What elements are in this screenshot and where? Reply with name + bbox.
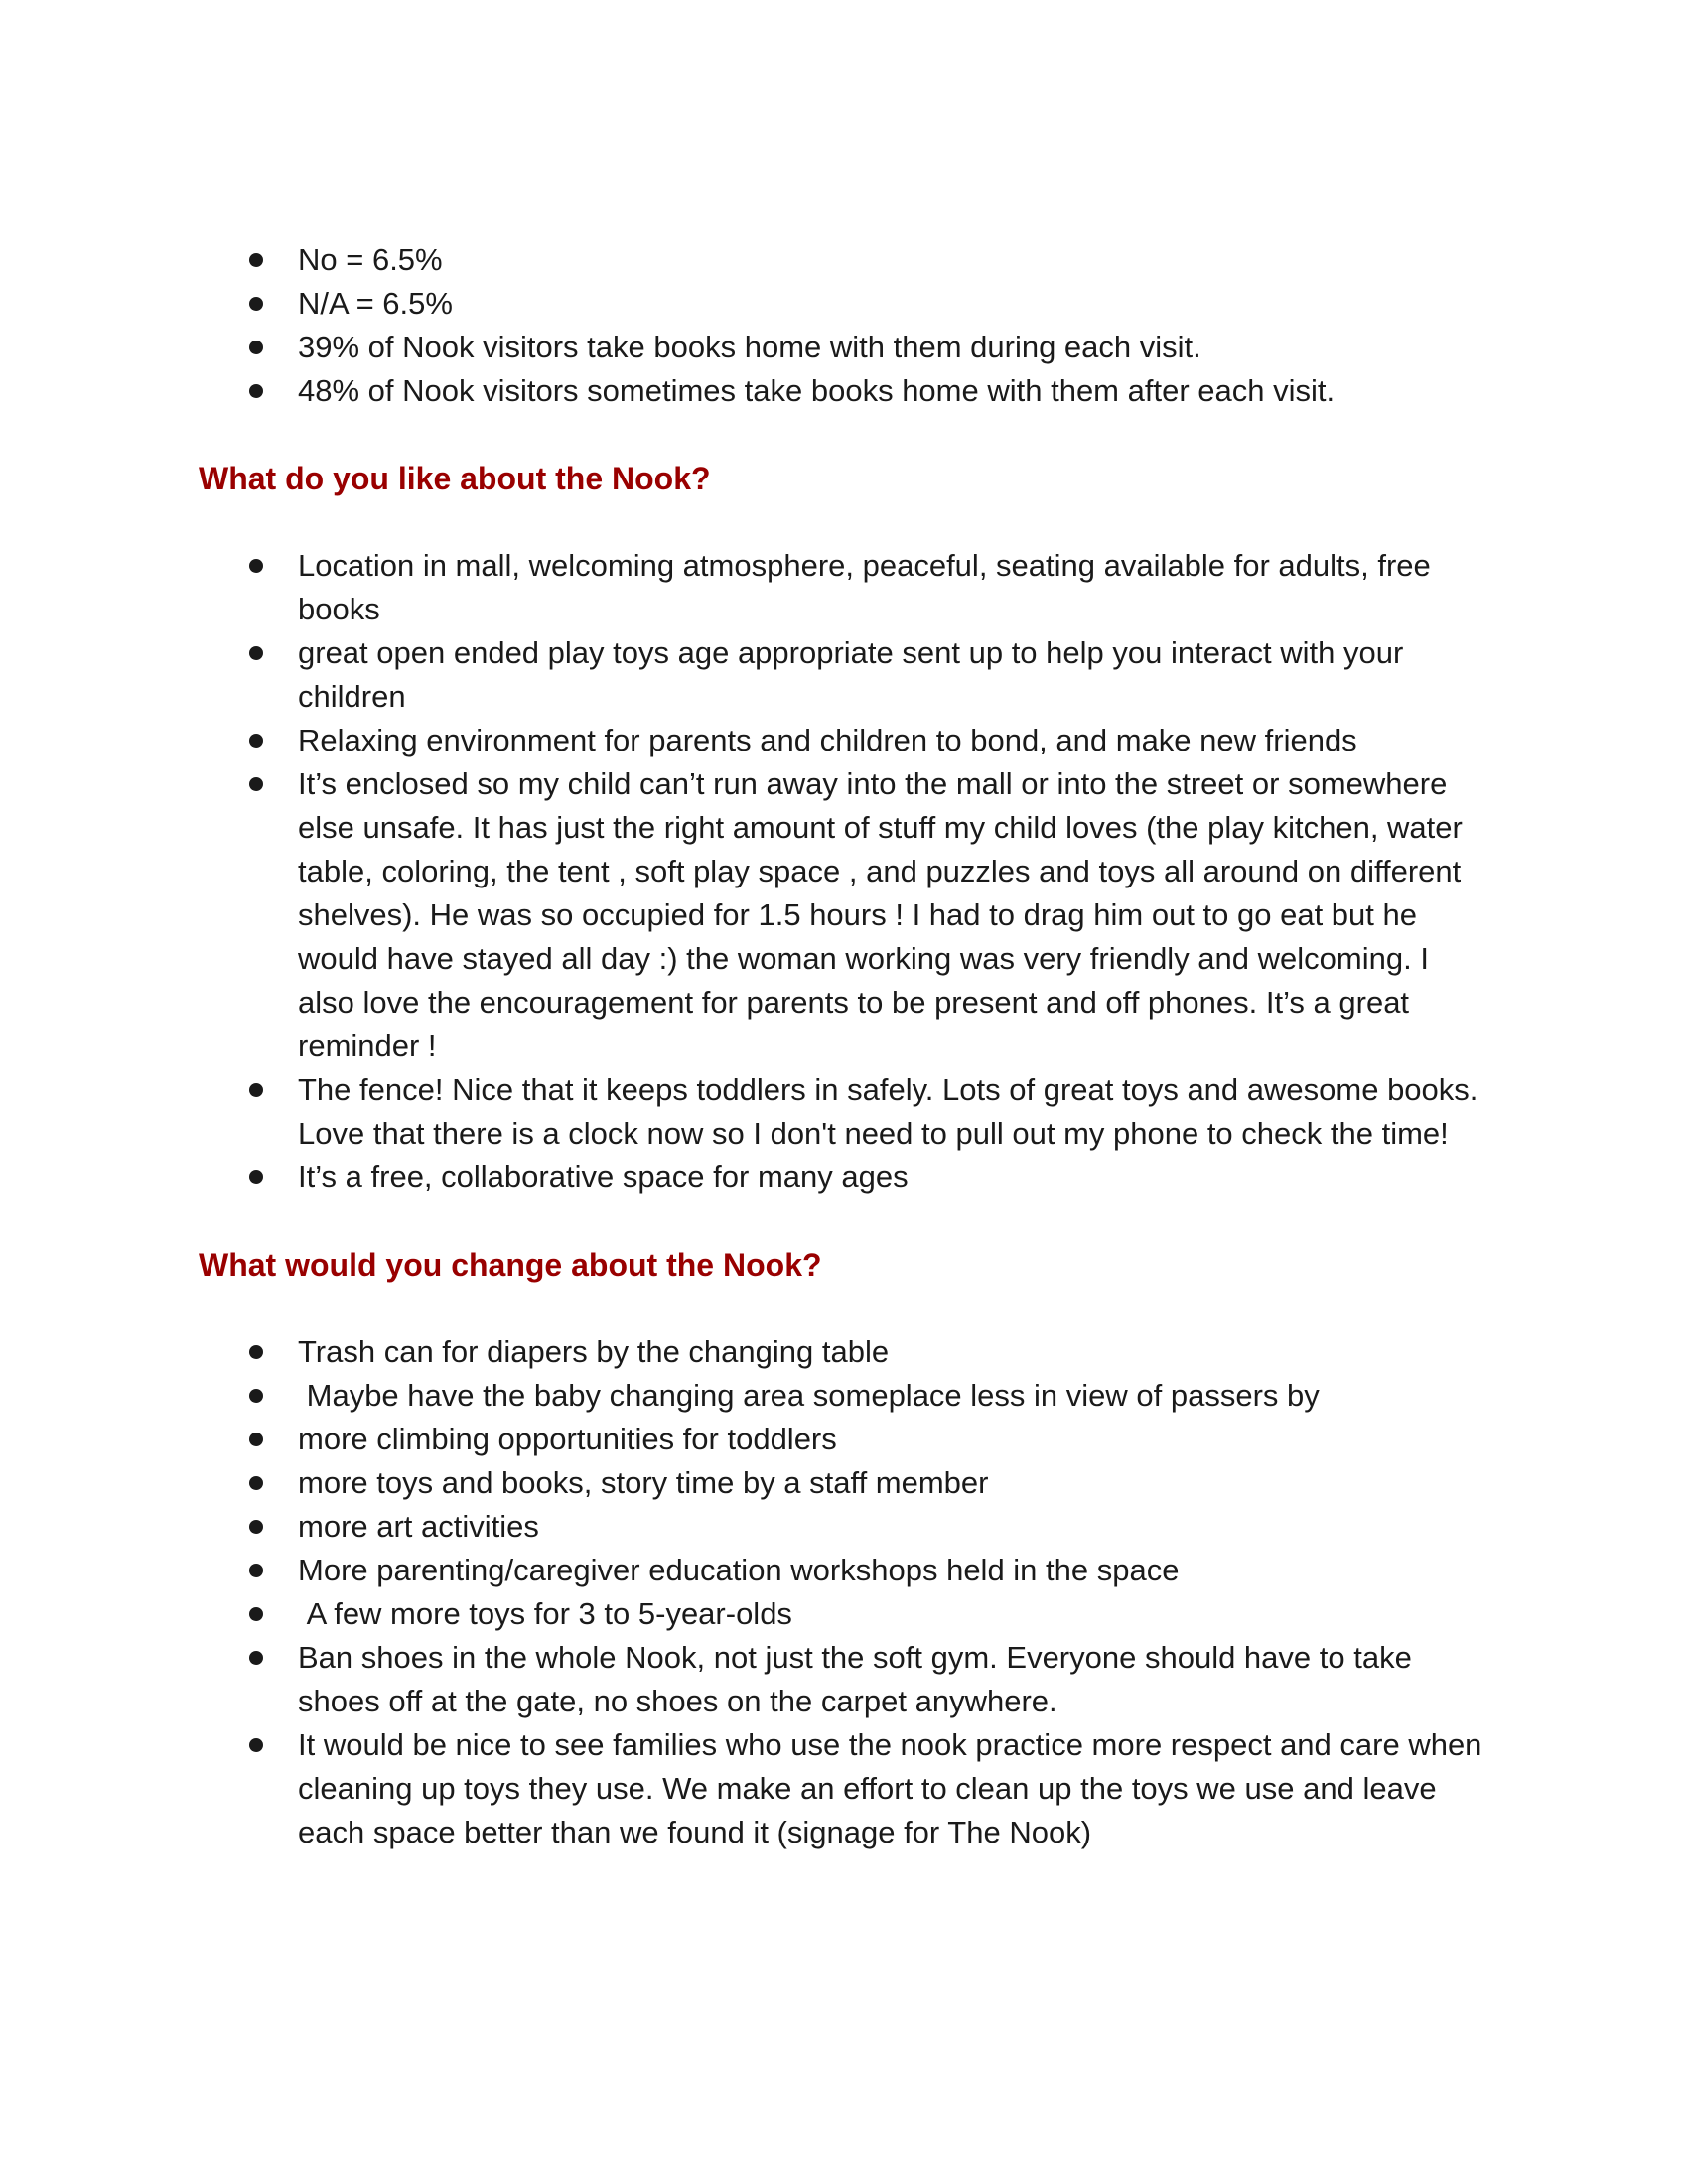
list-item-text: 48% of Nook visitors sometimes take books home with them after each visit. bbox=[298, 373, 1336, 408]
list-item bbox=[199, 631, 1489, 719]
list-item bbox=[199, 1068, 1489, 1156]
document-content bbox=[199, 238, 1489, 1854]
list-item bbox=[199, 1549, 1489, 1592]
list-item-text: Maybe have the baby changing area someplace less in view of passers by bbox=[298, 1378, 1320, 1413]
bullet-icon bbox=[249, 384, 263, 398]
list-item-text: The fence! Nice that it keeps toddlers in safely. Lots of great toys and awesome books. Love that there is a clock now so I don't need to pull out my phone to check the time! bbox=[298, 1072, 1487, 1151]
list-item-text: It would be nice to see families who use the nook practice more respect and care when cleaning up toys they use. We make an effort to clean up the toys we use and leave each space better than we found it (signage for The Nook) bbox=[298, 1727, 1491, 1849]
bullet-icon bbox=[249, 734, 263, 748]
bullet-icon bbox=[249, 1433, 263, 1446]
bullet-icon bbox=[249, 1520, 263, 1534]
list-item-text: A few more toys for 3 to 5-year-olds bbox=[298, 1596, 792, 1631]
list-item bbox=[199, 1461, 1489, 1505]
spacer bbox=[199, 413, 1489, 457]
bullet-icon bbox=[249, 1476, 263, 1490]
bullet-icon bbox=[249, 1651, 263, 1665]
list-item bbox=[199, 544, 1489, 631]
bullet-icon bbox=[249, 1564, 263, 1577]
changes-list bbox=[199, 1330, 1489, 1854]
list-item bbox=[199, 326, 1489, 369]
bullet-icon bbox=[249, 1738, 263, 1752]
bullet-icon bbox=[249, 777, 263, 791]
spacer bbox=[199, 500, 1489, 544]
list-item bbox=[199, 1374, 1489, 1418]
list-item-text: It’s a free, collaborative space for many ages bbox=[298, 1160, 909, 1194]
list-item-text: Trash can for diapers by the changing table bbox=[298, 1334, 890, 1369]
list-item-text: No = 6.5% bbox=[298, 242, 443, 277]
bullet-icon bbox=[249, 559, 263, 573]
list-item-text: great open ended play toys age appropriate sent up to help you interact with your children bbox=[298, 635, 1412, 714]
list-item bbox=[199, 238, 1489, 282]
stats-list bbox=[199, 238, 1489, 413]
list-item bbox=[199, 1505, 1489, 1549]
list-item bbox=[199, 282, 1489, 326]
list-item-text: Relaxing environment for parents and children to bond, and make new friends bbox=[298, 723, 1357, 757]
list-item-text: It’s enclosed so my child can’t run away into the mall or into the street or somewhere else unsafe. It has just the right amount of stuff my child loves (the play kitchen, water table, coloring, the tent , soft play space , and puzzles and toys all around on different shelves). He was so occupied for 1.5 hours ! I had to drag him out to go eat but he would have stayed all day :) the woman working was very friendly and welcoming. I also love the encouragement for parents to be present and off phones. It’s a great reminder ! bbox=[298, 766, 1472, 1063]
bullet-icon bbox=[249, 1345, 263, 1359]
bullet-icon bbox=[249, 341, 263, 354]
bullet-icon bbox=[249, 1170, 263, 1184]
list-item bbox=[199, 762, 1489, 1068]
list-item-text: More parenting/caregiver education workshops held in the space bbox=[298, 1553, 1180, 1587]
bullet-icon bbox=[249, 1607, 263, 1621]
list-item-text: 39% of Nook visitors take books home with them during each visit. bbox=[298, 330, 1201, 364]
list-item-text: Location in mall, welcoming atmosphere, peaceful, seating available for adults, free books bbox=[298, 548, 1440, 626]
list-item-text: Ban shoes in the whole Nook, not just the soft gym. Everyone should have to take shoes off at the gate, no shoes on the carpet anywhere. bbox=[298, 1640, 1421, 1718]
likes-list bbox=[199, 544, 1489, 1199]
list-item-text: N/A = 6.5% bbox=[298, 286, 453, 321]
bullet-icon bbox=[249, 253, 263, 267]
spacer bbox=[199, 1287, 1489, 1330]
list-item-text: more toys and books, story time by a staff member bbox=[298, 1465, 989, 1500]
likes-heading: What do you like about the Nook? bbox=[199, 461, 711, 496]
bullet-icon bbox=[249, 1389, 263, 1403]
list-item bbox=[199, 1592, 1489, 1636]
bullet-icon bbox=[249, 646, 263, 660]
list-item bbox=[199, 1418, 1489, 1461]
bullet-icon bbox=[249, 1083, 263, 1097]
changes-heading: What would you change about the Nook? bbox=[199, 1247, 822, 1283]
list-item bbox=[199, 369, 1489, 413]
list-item bbox=[199, 1723, 1489, 1854]
list-item bbox=[199, 1330, 1489, 1374]
list-item bbox=[199, 1636, 1489, 1723]
bullet-icon bbox=[249, 297, 263, 311]
list-item bbox=[199, 1156, 1489, 1199]
spacer bbox=[199, 1199, 1489, 1243]
list-item bbox=[199, 719, 1489, 762]
list-item-text: more climbing opportunities for toddlers bbox=[298, 1422, 837, 1456]
list-item-text: more art activities bbox=[298, 1509, 539, 1544]
